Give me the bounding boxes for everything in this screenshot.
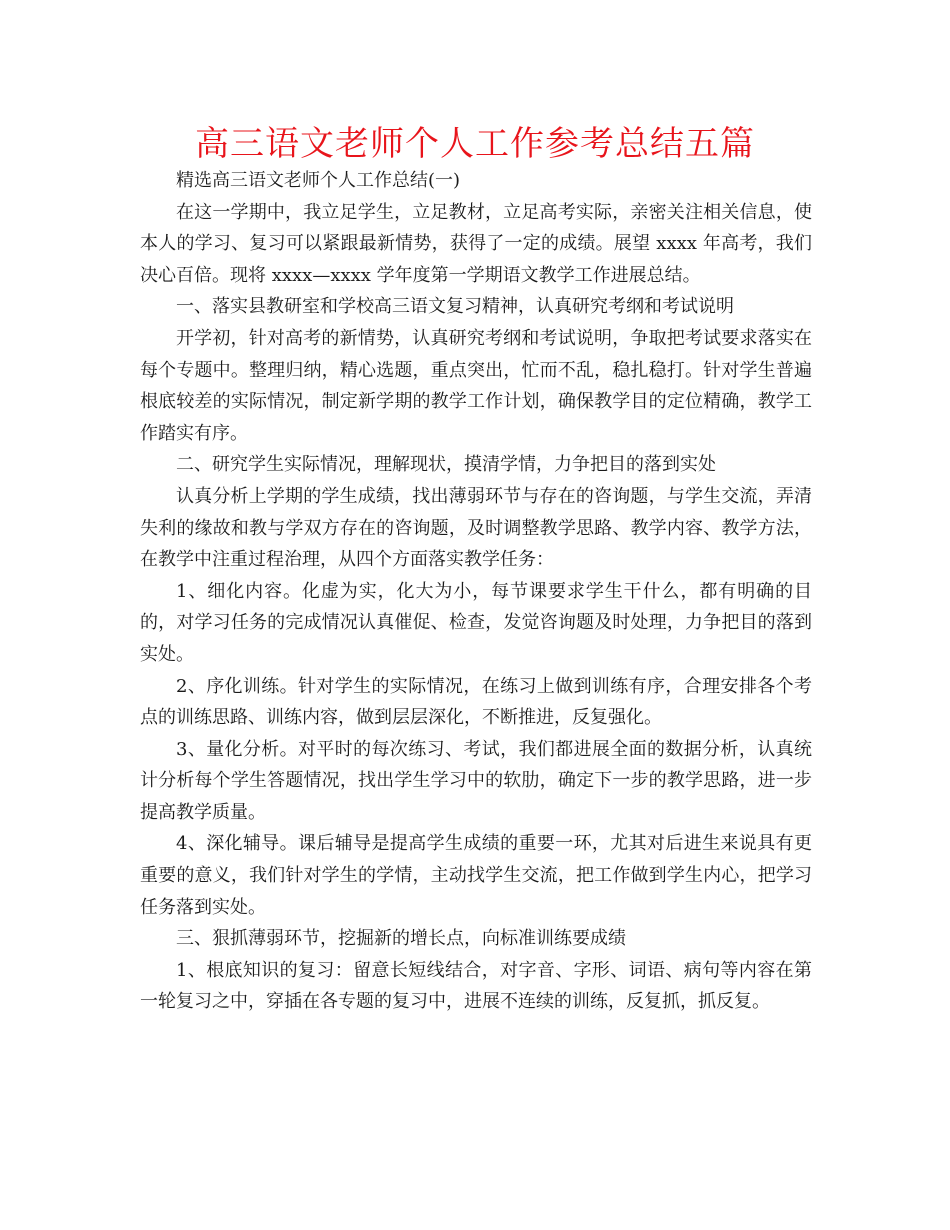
list-item: 3、量化分析。对平时的每次练习、考试，我们都进展全面的数据分析，认真统计分析每个学生答题情况，找出学生学习中的软肋，确定下一步的教学思路，进一步提高教学质量。: [140, 738, 812, 823]
section-heading: 二、研究学生实际情况，理解现状，摸清学情，力争把目的落到实处: [176, 454, 716, 476]
section-heading: 三、狠抓薄弱环节，挖掘新的增长点，向标准训练要成绩: [176, 928, 626, 950]
list-item: 1、根底知识的复习：留意长短线结合，对字音、字形、词语、病句等内容在第一轮复习之中，穿插在各专题的复习中，进展不连续的训练，反复抓，抓反复。: [140, 959, 812, 1013]
paragraph: 认真分析上学期的学生成绩，找出薄弱环节与存在的咨询题，与学生交流，弄清失利的缘故和教与学双方存在的咨询题，及时调整教学思路、教学内容、教学方法，在教学中注重过程治理，从四个方面落实教学任务：: [140, 485, 812, 571]
list-item: 4、深化辅导。课后辅导是提高学生成绩的重要一环，尤其对后进生来说具有更重要的意义，我们针对学生的学情，主动找学生交流，把工作做到学生内心，把学习任务落到实处。: [140, 833, 812, 918]
paragraph: 开学初，针对高考的新情势，认真研究考纲和考试说明，争取把考试要求落实在每个专题中。整理归纳，精心选题，重点突出，忙而不乱，稳扎稳打。针对学生普遍根底较差的实际情况，制定新学期的教学工作计划，确保教学目的定位精确，教学工作踏实有序。: [140, 327, 812, 444]
paragraph: 在这一学期中，我立足学生，立足教材，立足高考实际，亲密关注相关信息，使本人的学习、复习可以紧跟最新情势，获得了一定的成绩。展望 xxxx 年高考，我们决心百倍。现将 xxxx—xxxx 学年度第一学期语文教学工作进展总结。: [140, 201, 812, 286]
document-title: 高三语文老师个人工作参考总结五篇: [195, 124, 755, 164]
list-item: 2、序化训练。针对学生的实际情况，在练习上做到训练有序，合理安排各个考点的训练思路、训练内容，做到层层深化，不断推进，反复强化。: [140, 675, 812, 729]
section-heading: 一、落实县教研室和学校高三语文复习精神，认真研究考纲和考试说明: [176, 296, 734, 318]
document-body: [140, 165, 812, 1018]
paragraph-subtitle: 精选高三语文老师个人工作总结(一): [176, 170, 461, 191]
list-item: 1、细化内容。化虚为实，化大为小，每节课要求学生干什么，都有明确的目的，对学习任务的完成情况认真催促、检查，发觉咨询题及时处理，力争把目的落到实处。: [140, 580, 812, 665]
